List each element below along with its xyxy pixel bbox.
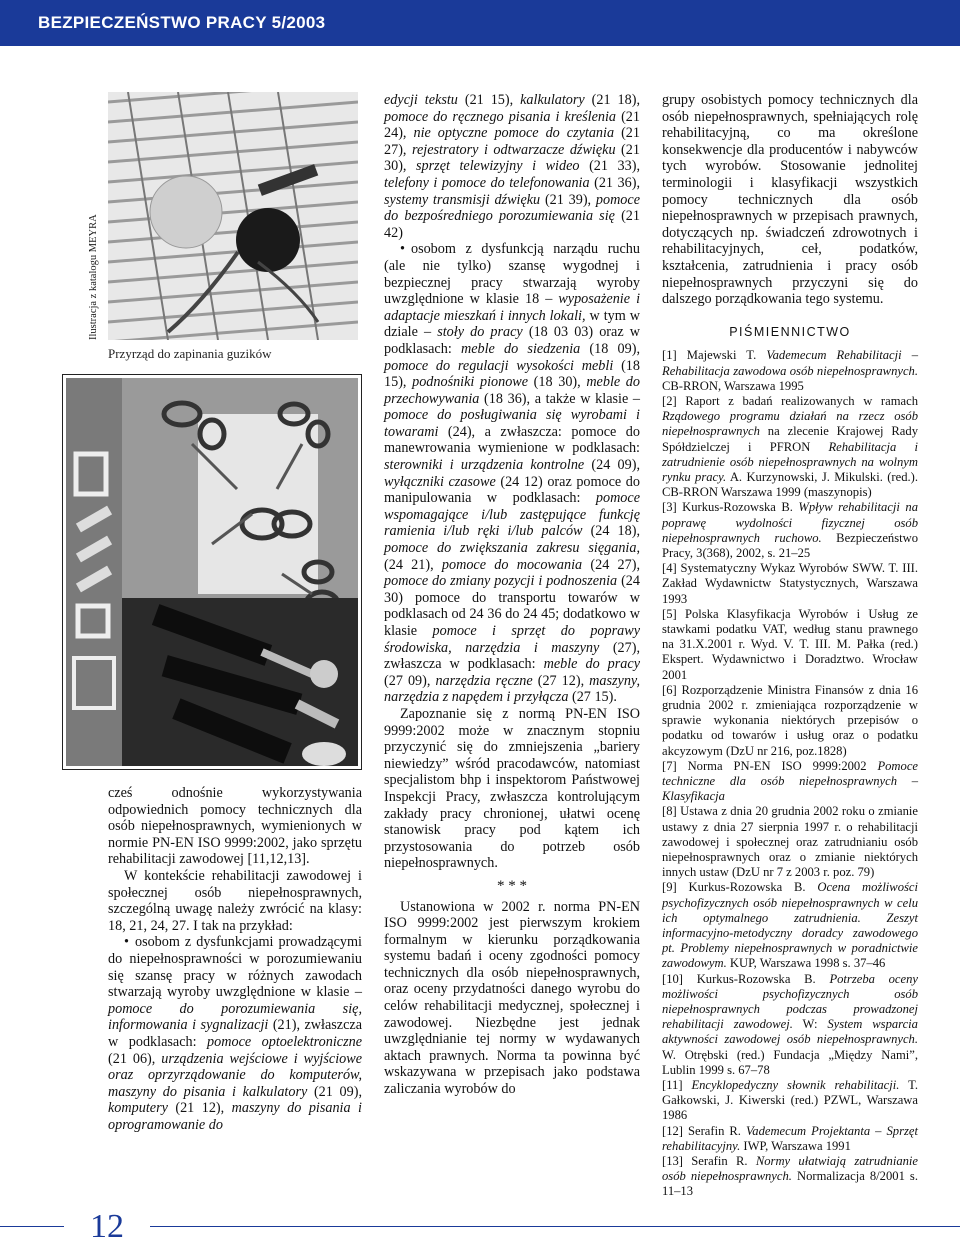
col2-paragraph-1: edycji tekstu (21 15), kalkulatory (21 18), pomoce do ręcznego pisania i kreślenia (21 24), nie optyczne pomoce do czytania (21 27), rejestratory i odtwarzacze dźwięku (21 30), sprzęt telewizyjny i wideo (21 33), telefony i pomoce do telefonowania (21 36), systemy transmisji dźwięku (21 39), pomoce do bezpośredniego porozumiewania się (21 42) [384, 92, 641, 241]
references-heading: PIŚMIENNICTWO [729, 324, 851, 339]
column-3-text [662, 92, 918, 1200]
references-list [662, 348, 918, 1199]
reference-item: [10] Kurkus-Rozowska B. Potrzeba oceny możliwości psychofizycznych osób niepełnosprawnych podczas prowadzonej rehabilitacji zawodowej. W: System wsparcia aktywności zawodowej osób niepełnosprawnych. W. Otrębski (red.) Fundacja „Między Nami”, Lublin 1999 s. 67–78 [662, 971, 918, 1077]
figure-source-caption: Ilustracja z katalogu MEYRA [88, 214, 99, 340]
button-hook-image [108, 92, 358, 340]
col2-paragraph-3: Zapoznanie się z normą PN-EN ISO 9999:2002 może w znacznym stopniu przyczynić się do zmniejszenia „bariery niewiedzy” wśród pracodawców, natomiast specjalistom bhp i inspektorom Państwowej Inspekcji Pracy, zwłaszcza kontrolującym zakłady pracy chronionej, ułatwi ocenę stanowisk pracy pod kątem ich przystosowania do potrzeb osób niepełnosprawnych. [384, 705, 640, 872]
col2-bullet-2: • osobom z dysfunkcją narządu ruchu (ale nie tylko) szansę wygodnej i bezpiecznej pracy stwarzają wyroby uwzględnione w klasie 18 – wyposażenie i adaptacje mieszkań i innych lokali, w tym w dziale – stoły do pracy (18 03 03) oraz w podklasach: meble do siedzenia (18 09), pomoce do regulacji wysokości mebli (18 15), podnośniki pionowe (18 30), meble do przechowywania (18 36), a także w klasie – pomoce do posługiwania się wyrobami i towarami (24), a zwłaszcza: pomoce do manewrowania wymienione w podklasach: sterowniki i urządzenia kontrolne (24 09), wyłączniki czasowe (24 12) oraz pomoce do manipulowania w podklasach: pomoce wspomagające i/lub zastępujące funkcję ramienia i/lub ręki i/lub palców (24 18), pomoce do zwiększania zakresu sięgania, (24 21), pomoce do mocowania (24 27), pomoce do zmiany pozycji i podnoszenia (24 30) pomoce do transportu towarów w podklasach od 24 36 do 24 45; dodatkowo w klasie pomoce i sprzęt do poprawy środowiska, narzędzia i maszyny (27), zwłaszcza w podklasach: meble do pracy (27 09), narzędzia ręczne (27 12), maszyny, narzędzia z napędem i przyłącza (27 15). [384, 241, 640, 706]
col1-paragraph-2: W kontekście rehabilitacji zawodowej i społecznej osób niepełnosprawnych, szczególną uwagę należy zwrócić na klasy: 18, 21, 24, 27. I tak na przykład: [108, 867, 362, 934]
aids-image [62, 374, 362, 770]
reference-item: [7] Norma PN-EN ISO 9999:2002 Pomoce techniczne dla osób niepełnosprawnych – Klasyfikacja [662, 758, 918, 804]
button-hook-caption: Przyrząd do zapinania guzików [108, 346, 272, 361]
reference-item: [4] Systematyczny Wykaz Wyrobów SWW. T. III. Zakład Wydawnictw Statystycznych, Warszawa 1993 [662, 561, 918, 606]
reference-item: [8] Ustawa z dnia 20 grudnia 2002 roku o zmianie ustawy z dnia 27 sierpnia 1997 r. o rehabilitacji zawodowej i społecznej oraz zatrudnianiu osób niepełnosprawnych oraz o zmianie niektórych innych ustaw (DzU nr 7 z 2003 r. poz. 79) [662, 804, 918, 880]
reference-item: [1] Majewski T. Vademecum Rehabilitacji – Rehabilitacja zawodowa osób niepełnosprawnych. CB-RRON, Warszawa 1995 [662, 348, 918, 393]
reference-item: [9] Kurkus-Rozowska B. Ocena możliwości psychofizycznych osób niepełnosprawnych w celu ich optymalnego zatrudnienia. Zeszyt informacyjno-metodyczny doradcy zawodowego pt. Problemy niepełnosprawnych w poradnictwie zawodowym. KUP, Warszawa 1998 s. 37–46 [662, 880, 918, 971]
col2-paragraph-4: Ustanowiona w 2002 r. norma PN-EN ISO 9999:2002 jest pierwszym krokiem formalnym w kierunku porządkowania systemu badań i oceny zgodności pomocy technicznych dla osób niepełnosprawnych, oraz oceny przydatności danego wyrobu do celów rehabilitacji medycznej, społecznej i zawodowej. Niezbędne jest jednak uwzględnianie tej normy w wydawanych aktach prawnych. Norma ta powinna być wskazywana w przepisach jako podstawa zaliczania wyrobów do [384, 898, 640, 1098]
footer-rule-right [150, 1226, 960, 1227]
footer-rule-left [0, 1226, 64, 1227]
reference-item: [6] Rozporządzenie Ministra Finansów z dnia 16 grudnia 2002 r. zmieniająca rozporządzenie w sprawie wykonania niektórych przepisów o podatku od towarów i usług oraz o podatku akcyzowym (DzU nr 216, poz.1828) [662, 682, 918, 758]
reference-item: [3] Kurkus-Rozowska B. Wpływ rehabilitacji na poprawę wydolności fizycznej osób niepełnosprawnych ruchowo. Bezpieczeństwo Pracy, 3(368), 2002, s. 21–25 [662, 500, 918, 560]
reference-item: [5] Polska Klasyfikacja Wyrobów i Usług ze stawkami podatku VAT, według stanu prawnego na 31.X.2001 r. Wyd. V. T. III. M. Pałka (red.) Ekspert. Wydawnictwo i Doradztwo. Wrocław 2001 [662, 606, 918, 682]
reference-item: [12] Serafin R. Vademecum Projektanta – Sprzęt rehabilitacyjny. IWP, Warszawa 1991 [662, 1123, 918, 1153]
column-2-text [384, 92, 640, 1098]
col1-paragraph-1: cześ odnośnie wykorzystywania odpowiednich pomocy technicznych dla osób niepełnosprawnych, wymienionych w normie PN-EN ISO 9999:2002, jako sprzętu rehabilitacji zawodowej [11,12,13]. [108, 785, 362, 868]
col3-paragraph-1: grupy osobistych pomocy technicznych dla osób niepełnosprawnych, spełniających rolę rehabilitacyjną, co ma określone konsekwencje dla producentów i nabywców tych wyrobów. Stosowanie jednolitej terminologii i klasyfikacji wszystkich pomocy technicznych dla osób niepełnosprawnych w przepisach prawnych, dotyczących np. świadczeń zdrowotnych i rehabilitacyjnych, ceł, podatków, kształcenia, zatrudnienia i pracy osób niepełnosprawnych przyczyni się do dalszego porządkowania tego systemu. [662, 92, 918, 308]
page-number: 12 [90, 1208, 124, 1245]
section-separator: * * * [497, 877, 527, 894]
journal-title: BEZPIECZEŃSTWO PRACY 5/2003 [38, 13, 326, 32]
aids-photo [62, 374, 362, 770]
col1-bullet-1: • osobom z dysfunkcjami prowadzącymi do niepełnosprawności w porozumiewaniu się szansę pracy w różnych zawodach stwarzają wyroby uwzględnione w klasie – pomoce do porozumiewania się, informowania i sygnalizacji (21), zwłaszcza w podklasach: pomoce optoelektroniczne (21 06), urządzenia wejściowe i wyjściowe oraz oprzyrządowanie do komputerów, maszyny do pisania i kalkulatory (21 09), komputery (21 12), maszyny do pisania i oprogramowanie do [108, 934, 362, 1133]
reference-item: [11] Encyklopedyczny słownik rehabilitacji. T. Gałkowski, J. Kiwerski (red.) PZWL, Warszawa 1986 [662, 1078, 918, 1123]
column-1-text [108, 785, 362, 1133]
reference-item: [2] Raport z badań realizowanych w ramach Rządowego programu działań na rzecz osób niepełnosprawnych na zlecenie Krajowej Rady Spółdzielczej i PFRON Rehabilitacja i zatrudnienie osób niepełnosprawnych na wolnym rynku pracy. A. Kurzynowski, J. Mikulski. (red.). CB-RRON Warszawa 1999 (maszynopis) [662, 393, 918, 500]
page-header [0, 0, 960, 46]
button-hook-photo [108, 92, 358, 340]
reference-item: [13] Serafin R. Normy ułatwiają zatrudnianie osób niepełnosprawnych. Normalizacja 8/2001 s. 11–13 [662, 1154, 919, 1199]
